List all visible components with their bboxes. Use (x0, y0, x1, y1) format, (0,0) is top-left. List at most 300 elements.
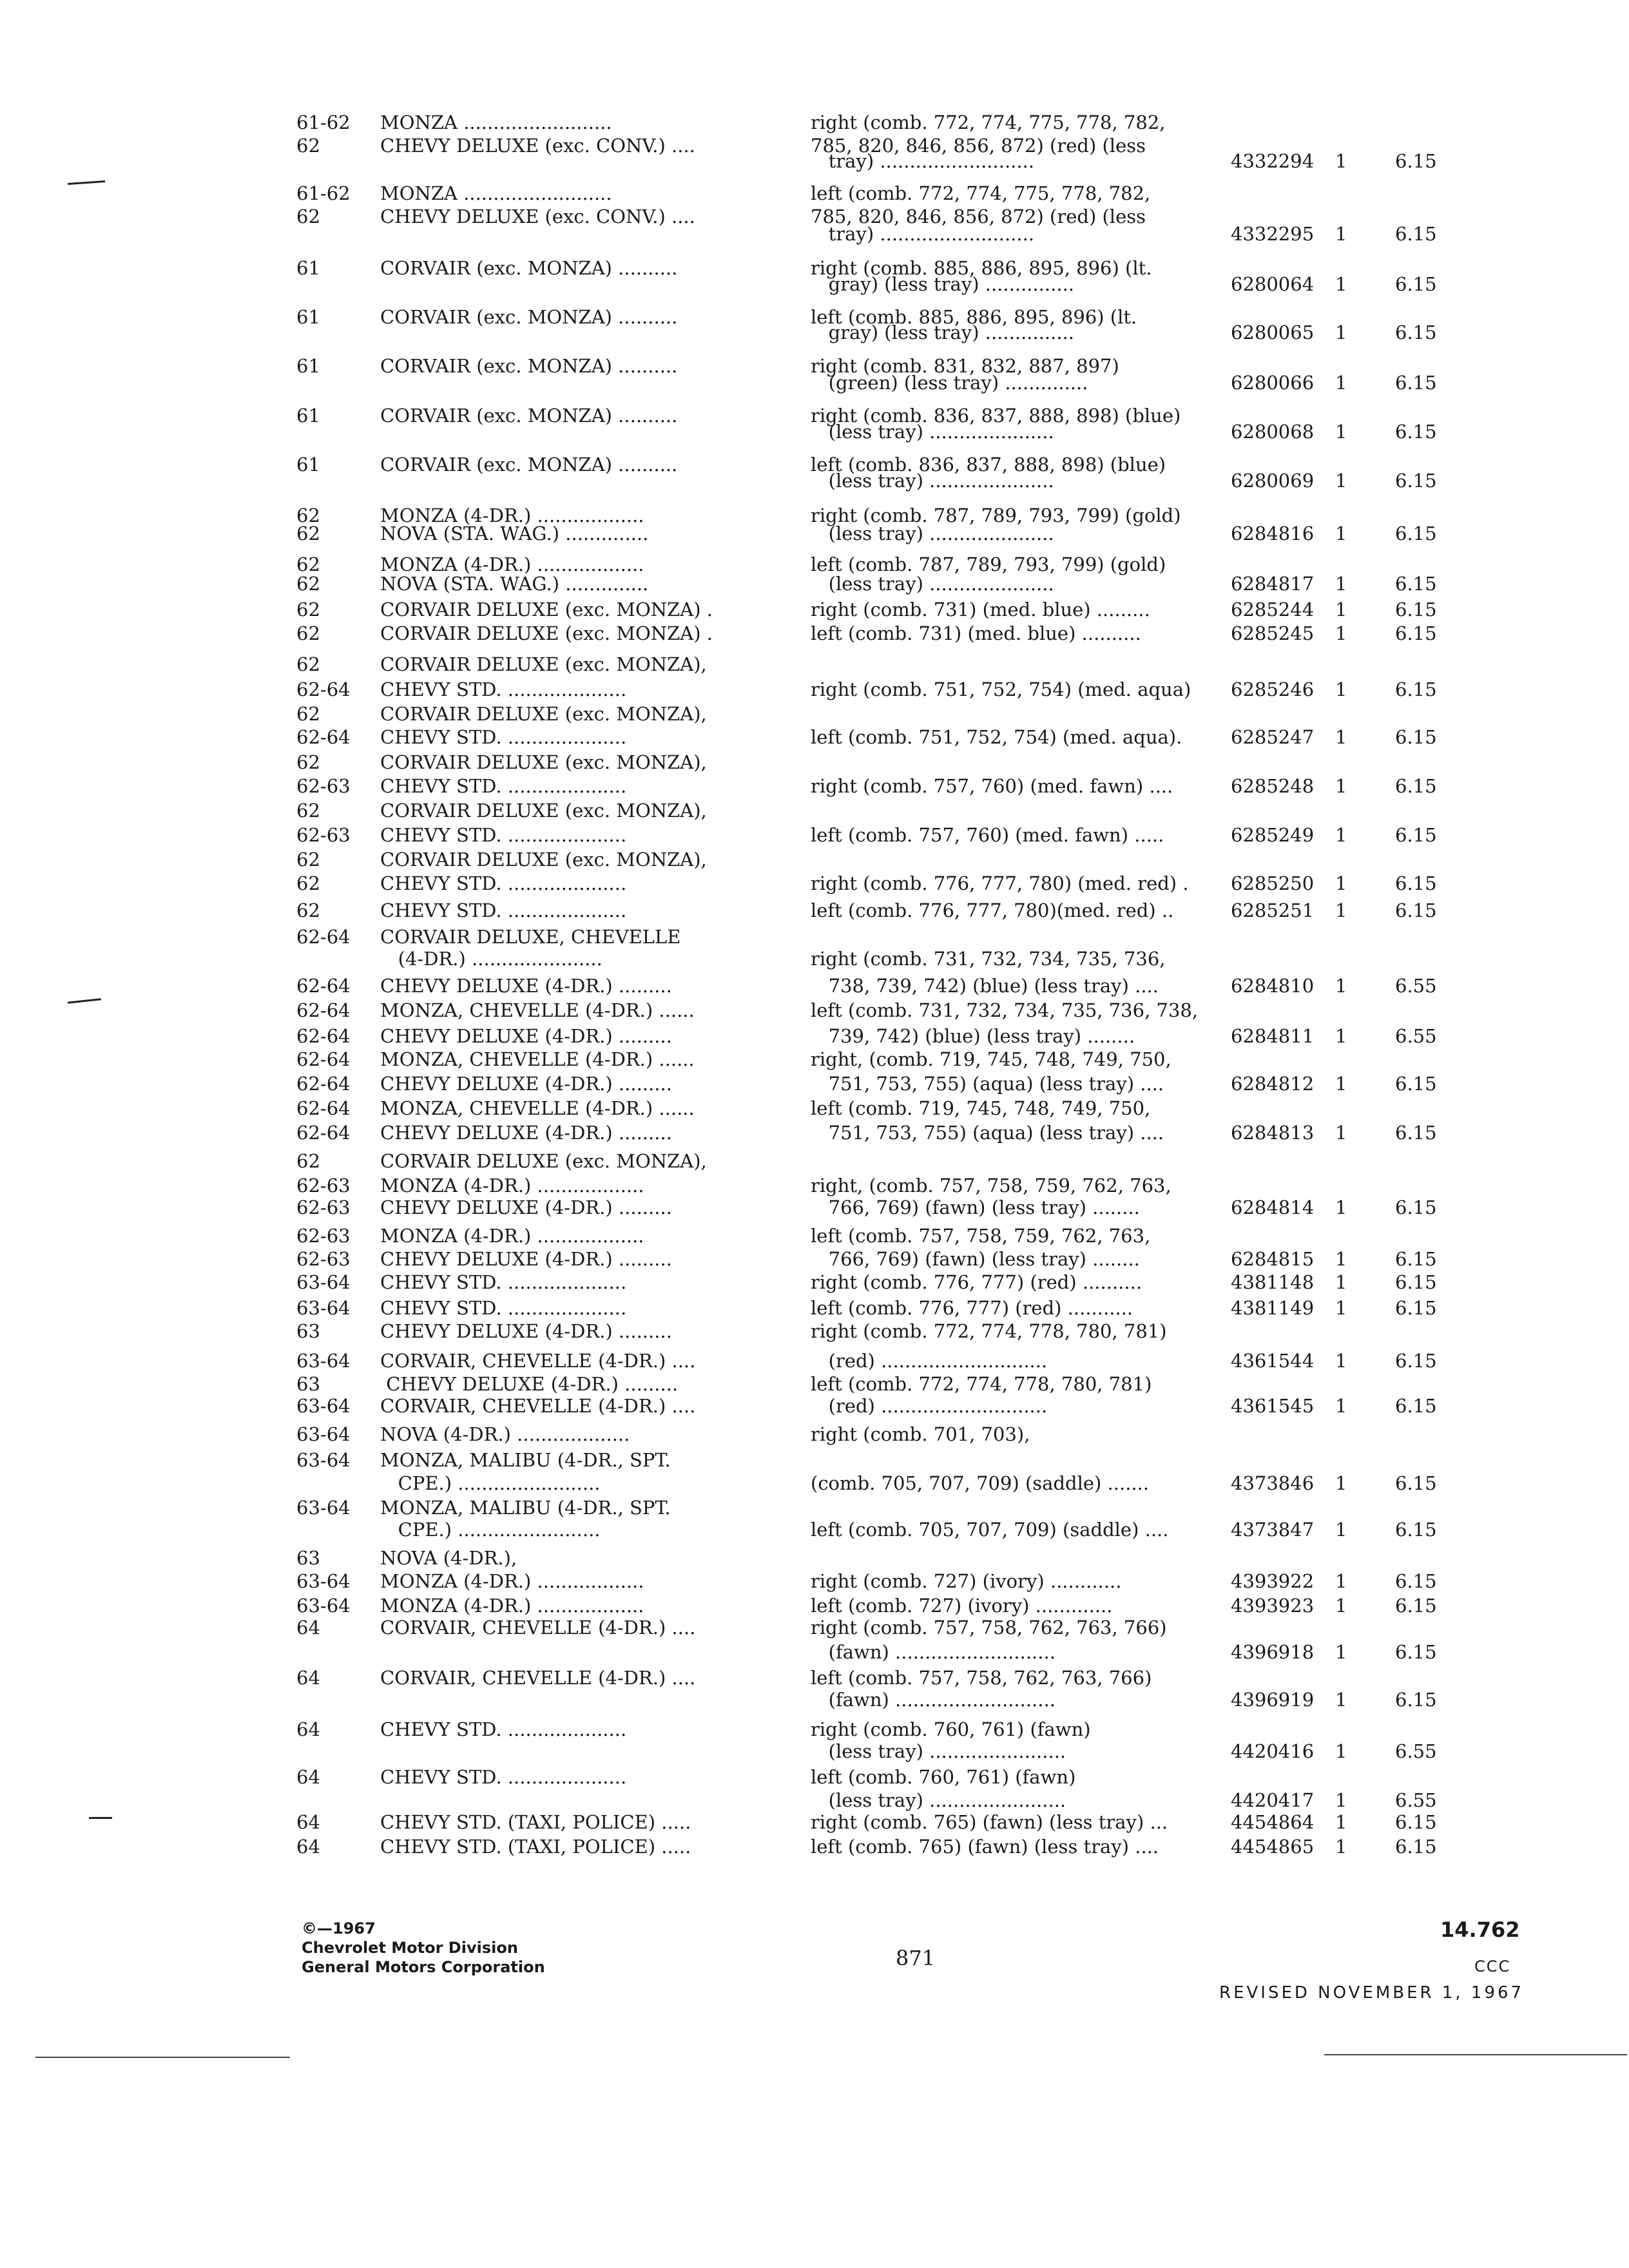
model-name: CHEVY DELUXE (4-DR.) ......... (380, 1122, 672, 1144)
model-name: MONZA, CHEVELLE (4-DR.) ...... (380, 999, 695, 1021)
model-name: CORVAIR DELUXE (exc. MONZA) . (380, 622, 713, 644)
part-description: (comb. 705, 707, 709) (saddle) ....... (811, 1472, 1150, 1494)
model-year: 61-62 (296, 111, 351, 133)
model-name: CHEVY STD. .................... (380, 872, 627, 894)
part-description: right (comb. 765) (fawn) (less tray) ... (811, 1811, 1168, 1833)
model-year: 62-63 (296, 1248, 351, 1270)
price: 6.55 (1395, 1025, 1437, 1047)
margin-mark (89, 1817, 112, 1819)
part-number: 4381148 (1231, 1271, 1315, 1293)
model-year: 63 (296, 1373, 320, 1395)
quantity: 1 (1335, 599, 1347, 620)
model-name: CHEVY DELUXE (4-DR.) ......... (380, 1073, 672, 1095)
model-name: MONZA ......................... (380, 182, 612, 204)
model-year: 62 (296, 599, 320, 620)
part-description: right (comb. 727) (ivory) ............ (811, 1570, 1122, 1592)
model-year: 62-63 (296, 775, 351, 797)
model-year: 63-64 (296, 1423, 351, 1445)
price: 6.15 (1395, 1519, 1437, 1541)
model-year: 62-64 (296, 975, 351, 997)
model-year: 64 (296, 1766, 320, 1788)
model-year: 61-62 (296, 182, 351, 204)
model-name: CORVAIR, CHEVELLE (4-DR.) .... (380, 1350, 696, 1372)
price: 6.15 (1395, 1595, 1437, 1617)
part-number: 4420416 (1231, 1740, 1315, 1762)
model-year: 64 (296, 1617, 320, 1639)
part-number: 6285249 (1231, 824, 1315, 846)
price: 6.15 (1395, 824, 1437, 846)
bottom-rule-right (1324, 2054, 1627, 2055)
part-number: 4396918 (1231, 1641, 1315, 1663)
part-number: 6285247 (1231, 726, 1315, 748)
quantity: 1 (1335, 622, 1347, 644)
part-description: right (comb. 760, 761) (fawn) (811, 1718, 1091, 1740)
model-year: 63-64 (296, 1595, 351, 1617)
quantity: 1 (1335, 1025, 1347, 1047)
part-description: (less tray) ....................... (811, 1789, 1066, 1811)
model-name: CHEVY DELUXE (exc. CONV.) .... (380, 206, 695, 227)
model-year: 62 (296, 703, 320, 725)
quantity: 1 (1335, 1689, 1347, 1711)
part-description: right (comb. 751, 752, 754) (med. aqua) (811, 678, 1191, 700)
quantity: 1 (1335, 470, 1347, 492)
model-year: 62 (296, 1150, 320, 1172)
part-number: 6285251 (1231, 899, 1315, 921)
quantity: 1 (1335, 573, 1347, 595)
model-name: CHEVY STD. .................... (380, 775, 627, 797)
part-description: right (comb. 885, 886, 895, 896) (lt. (811, 257, 1152, 279)
part-number: 4332294 (1231, 150, 1315, 172)
part-description: left (comb. 787, 789, 793, 799) (gold) (811, 553, 1166, 575)
model-name: CHEVY DELUXE (exc. CONV.) .... (380, 135, 695, 157)
part-description: 785, 820, 846, 856, 872) (red) (less (811, 135, 1146, 157)
part-description: (red) ............................ (811, 1395, 1048, 1417)
model-year: 62 (296, 553, 320, 575)
part-number: 4420417 (1231, 1789, 1315, 1811)
model-name: CORVAIR DELUXE (exc. MONZA), (380, 653, 707, 675)
price: 6.15 (1395, 678, 1437, 700)
part-number: 6285246 (1231, 678, 1315, 700)
model-name: CORVAIR DELUXE (exc. MONZA), (380, 800, 707, 822)
part-number: 4373846 (1231, 1472, 1315, 1494)
quantity: 1 (1335, 678, 1347, 700)
price: 6.15 (1395, 523, 1437, 544)
model-name: MONZA (4-DR.) .................. (380, 1570, 644, 1592)
model-year: 62-64 (296, 678, 351, 700)
model-year: 62-64 (296, 1122, 351, 1144)
part-description: tray) .......................... (811, 223, 1035, 245)
quantity: 1 (1335, 872, 1347, 894)
part-number: 6284817 (1231, 573, 1315, 595)
model-name: CHEVY DELUXE (4-DR.) ......... (380, 975, 672, 997)
price: 6.15 (1395, 223, 1437, 245)
model-name: CORVAIR, CHEVELLE (4-DR.) .... (380, 1617, 696, 1639)
price: 6.15 (1395, 1472, 1437, 1494)
model-name: CHEVY STD. .................... (380, 824, 627, 846)
model-year: 63-64 (296, 1395, 351, 1417)
model-name: MONZA (4-DR.) .................. (380, 505, 644, 526)
model-name: CORVAIR DELUXE, CHEVELLE (380, 926, 681, 948)
price: 6.15 (1395, 1350, 1437, 1372)
model-year: 61 (296, 355, 320, 377)
part-number: 6284812 (1231, 1073, 1315, 1095)
price: 6.15 (1395, 150, 1437, 172)
price: 6.15 (1395, 1297, 1437, 1319)
part-number: 6285248 (1231, 775, 1315, 797)
model-year: 62-64 (296, 1025, 351, 1047)
model-name: CHEVY DELUXE (4-DR.) ......... (380, 1320, 672, 1342)
quantity: 1 (1335, 1073, 1347, 1095)
price: 6.55 (1395, 1789, 1437, 1811)
price: 6.15 (1395, 1811, 1437, 1833)
part-description: left (comb. 772, 774, 778, 780, 781) (811, 1373, 1152, 1395)
model-name: (4-DR.) ...................... (380, 948, 602, 970)
revision-date: REVISED NOVEMBER 1, 1967 (1219, 1983, 1525, 2003)
part-number: 4393922 (1231, 1570, 1315, 1592)
model-year: 62-64 (296, 1048, 351, 1070)
model-name: CHEVY STD. .................... (380, 1271, 627, 1293)
model-year: 62 (296, 800, 320, 822)
model-name: CORVAIR DELUXE (exc. MONZA), (380, 751, 707, 773)
model-name: MONZA ......................... (380, 111, 612, 133)
part-description: right (comb. 831, 832, 887, 897) (811, 355, 1119, 377)
model-year: 63-64 (296, 1497, 351, 1519)
part-description: left (comb. 836, 837, 888, 898) (blue) (811, 454, 1166, 476)
copyright-block (302, 1919, 545, 1977)
price: 6.15 (1395, 470, 1437, 492)
quantity: 1 (1335, 1740, 1347, 1762)
quantity: 1 (1335, 1271, 1347, 1293)
price: 6.15 (1395, 1196, 1437, 1218)
model-name: CORVAIR DELUXE (exc. MONZA) . (380, 599, 713, 620)
part-description: right (comb. 757, 760) (med. fawn) .... (811, 775, 1173, 797)
model-year: 62 (296, 899, 320, 921)
price: 6.55 (1395, 1740, 1437, 1762)
part-description: 785, 820, 846, 856, 872) (red) (less (811, 206, 1146, 227)
model-name: CORVAIR (exc. MONZA) .......... (380, 454, 678, 476)
model-year: 61 (296, 306, 320, 328)
model-year: 61 (296, 405, 320, 427)
model-year: 62-64 (296, 1073, 351, 1095)
part-number: 6284811 (1231, 1025, 1315, 1047)
model-name: CORVAIR (exc. MONZA) .......... (380, 257, 678, 279)
model-name: NOVA (4-DR.), (380, 1547, 517, 1569)
quantity: 1 (1335, 1395, 1347, 1417)
model-name: MONZA (4-DR.) .................. (380, 1175, 644, 1196)
price: 6.15 (1395, 1689, 1437, 1711)
quantity: 1 (1335, 1595, 1347, 1617)
model-name: MONZA, CHEVELLE (4-DR.) ...... (380, 1097, 695, 1119)
copyright-line: ©—1967 (302, 1919, 376, 1937)
model-name: CHEVY STD. (TAXI, POLICE) ..... (380, 1811, 691, 1833)
part-description: (fawn) ........................... (811, 1641, 1055, 1663)
model-name: CORVAIR DELUXE (exc. MONZA), (380, 703, 707, 725)
part-number: 6284816 (1231, 523, 1315, 544)
model-name: CPE.) ........................ (380, 1472, 601, 1494)
price: 6.15 (1395, 726, 1437, 748)
model-year: 62-63 (296, 1196, 351, 1218)
part-description: left (comb. 776, 777, 780)(med. red) .. (811, 899, 1174, 921)
part-description: right (comb. 776, 777, 780) (med. red) . (811, 872, 1189, 894)
quantity: 1 (1335, 372, 1347, 394)
quantity: 1 (1335, 273, 1347, 295)
part-number: 4361545 (1231, 1395, 1315, 1417)
part-description: (less tray) ..................... (811, 421, 1054, 443)
part-description: 766, 769) (fawn) (less tray) ........ (811, 1248, 1140, 1270)
part-number: 4332295 (1231, 223, 1315, 245)
quantity: 1 (1335, 1519, 1347, 1541)
model-year: 62 (296, 573, 320, 595)
part-description: left (comb. 757, 760) (med. fawn) ..... (811, 824, 1164, 846)
part-number: 4454865 (1231, 1836, 1315, 1858)
part-description: left (comb. 719, 745, 748, 749, 750, (811, 1097, 1151, 1119)
part-number: 6284810 (1231, 975, 1315, 997)
price: 6.15 (1395, 1073, 1437, 1095)
model-year: 63-64 (296, 1297, 351, 1319)
model-name: CHEVY DELUXE (4-DR.) ......... (380, 1248, 672, 1270)
model-name: CHEVY STD. .................... (380, 1297, 627, 1319)
model-name: CORVAIR DELUXE (exc. MONZA), (380, 1150, 707, 1172)
price: 6.15 (1395, 322, 1437, 343)
part-description: right (comb. 731, 732, 734, 735, 736, (811, 948, 1166, 970)
part-number: 4373847 (1231, 1519, 1315, 1541)
quantity: 1 (1335, 1836, 1347, 1858)
part-description: right (comb. 787, 789, 793, 799) (gold) (811, 505, 1181, 526)
part-description: left (comb. 757, 758, 759, 762, 763, (811, 1225, 1151, 1247)
part-description: (less tray) ..................... (811, 573, 1054, 595)
price: 6.15 (1395, 1248, 1437, 1270)
model-year: 63 (296, 1320, 320, 1342)
section-number: 14.762 (1440, 1917, 1520, 1942)
model-year: 62 (296, 135, 320, 157)
part-description: (less tray) ....................... (811, 1740, 1066, 1762)
margin-mark (68, 998, 101, 1003)
model-year: 62 (296, 523, 320, 544)
price: 6.15 (1395, 273, 1437, 295)
part-description: left (comb. 765) (fawn) (less tray) .... (811, 1836, 1159, 1858)
model-year: 62 (296, 653, 320, 675)
part-description: left (comb. 757, 758, 762, 763, 766) (811, 1667, 1152, 1689)
part-description: gray) (less tray) ............... (811, 273, 1075, 295)
part-description: right, (comb. 719, 745, 748, 749, 750, (811, 1048, 1171, 1070)
part-description: left (comb. 731) (med. blue) .......... (811, 622, 1141, 644)
part-description: right (comb. 731) (med. blue) ......... (811, 599, 1150, 620)
part-description: right (comb. 772, 774, 778, 780, 781) (811, 1320, 1167, 1342)
price: 6.15 (1395, 899, 1437, 921)
model-year: 62-63 (296, 1175, 351, 1196)
part-number: 6285250 (1231, 872, 1315, 894)
division-line: Chevrolet Motor Division (302, 1939, 518, 1957)
part-number: 6285245 (1231, 622, 1315, 644)
model-year: 62 (296, 872, 320, 894)
model-year: 62 (296, 849, 320, 870)
part-description: right (comb. 772, 774, 775, 778, 782, (811, 111, 1166, 133)
model-name: CHEVY DELUXE (4-DR.) ......... (380, 1196, 672, 1218)
model-name: CORVAIR, CHEVELLE (4-DR.) .... (380, 1395, 696, 1417)
price: 6.15 (1395, 421, 1437, 443)
part-description: (fawn) ........................... (811, 1689, 1055, 1711)
model-name: MONZA (4-DR.) .................. (380, 1595, 644, 1617)
model-year: 64 (296, 1811, 320, 1833)
price: 6.15 (1395, 1395, 1437, 1417)
price: 6.15 (1395, 1836, 1437, 1858)
model-year: 61 (296, 454, 320, 476)
model-year: 62-64 (296, 726, 351, 748)
part-description: left (comb. 751, 752, 754) (med. aqua). (811, 726, 1182, 748)
model-name: CHEVY STD. .................... (380, 678, 627, 700)
part-description: right, (comb. 757, 758, 759, 762, 763, (811, 1175, 1171, 1196)
model-name: MONZA, MALIBU (4-DR., SPT. (380, 1449, 671, 1471)
quantity: 1 (1335, 223, 1347, 245)
margin-mark (68, 180, 105, 185)
model-year: 62 (296, 505, 320, 526)
part-number: 6280069 (1231, 470, 1315, 492)
quantity: 1 (1335, 975, 1347, 997)
part-number: 6284813 (1231, 1122, 1315, 1144)
part-description: right (comb. 776, 777) (red) .......... (811, 1271, 1142, 1293)
bottom-rule-left (35, 2057, 290, 2058)
model-name: NOVA (4-DR.) ................... (380, 1423, 630, 1445)
part-number: 6280065 (1231, 322, 1315, 343)
model-name: CHEVY STD. .................... (380, 1718, 627, 1740)
model-name: CORVAIR (exc. MONZA) .......... (380, 355, 678, 377)
part-description: tray) .......................... (811, 150, 1035, 172)
part-number: 4454864 (1231, 1811, 1315, 1833)
model-year: 62 (296, 622, 320, 644)
part-description: left (comb. 705, 707, 709) (saddle) .... (811, 1519, 1169, 1541)
model-name: NOVA (STA. WAG.) .............. (380, 523, 649, 544)
quantity: 1 (1335, 1789, 1347, 1811)
price: 6.55 (1395, 975, 1437, 997)
part-number: 4393923 (1231, 1595, 1315, 1617)
part-description: left (comb. 772, 774, 775, 778, 782, (811, 182, 1151, 204)
quantity: 1 (1335, 1248, 1347, 1270)
part-description: 751, 753, 755) (aqua) (less tray) .... (811, 1073, 1164, 1095)
model-year: 63-64 (296, 1449, 351, 1471)
model-name: MONZA (4-DR.) .................. (380, 553, 644, 575)
model-year: 64 (296, 1718, 320, 1740)
part-description: (less tray) ..................... (811, 523, 1054, 544)
page-number: 871 (896, 1946, 936, 1970)
part-description: 766, 769) (fawn) (less tray) ........ (811, 1196, 1140, 1218)
model-name: CORVAIR, CHEVELLE (4-DR.) .... (380, 1667, 696, 1689)
model-name: CHEVY STD. .................... (380, 1766, 627, 1788)
model-name: CHEVY STD. .................... (380, 726, 627, 748)
model-year: 64 (296, 1836, 320, 1858)
model-year: 62 (296, 206, 320, 227)
quantity: 1 (1335, 1472, 1347, 1494)
quantity: 1 (1335, 1122, 1347, 1144)
part-description: left (comb. 731, 732, 734, 735, 736, 738, (811, 999, 1199, 1021)
part-number: 6280068 (1231, 421, 1315, 443)
quantity: 1 (1335, 150, 1347, 172)
quantity: 1 (1335, 1570, 1347, 1592)
part-description: (green) (less tray) .............. (811, 372, 1088, 394)
price: 6.15 (1395, 1641, 1437, 1663)
model-name: CHEVY DELUXE (4-DR.) ......... (380, 1025, 672, 1047)
price: 6.15 (1395, 1122, 1437, 1144)
model-year: 63-64 (296, 1271, 351, 1293)
price: 6.15 (1395, 599, 1437, 620)
model-name: CORVAIR (exc. MONZA) .......... (380, 405, 678, 427)
model-year: 62 (296, 751, 320, 773)
quantity: 1 (1335, 1811, 1347, 1833)
part-description: right (comb. 701, 703), (811, 1423, 1030, 1445)
part-number: 6285244 (1231, 599, 1315, 620)
model-year: 63-64 (296, 1350, 351, 1372)
model-name: CPE.) ........................ (380, 1519, 601, 1541)
quantity: 1 (1335, 523, 1347, 544)
model-year: 61 (296, 257, 320, 279)
model-year: 63 (296, 1547, 320, 1569)
model-year: 62-64 (296, 1097, 351, 1119)
price: 6.15 (1395, 1570, 1437, 1592)
model-name: CHEVY STD. .................... (380, 899, 627, 921)
quantity: 1 (1335, 1196, 1347, 1218)
part-number: 6284815 (1231, 1248, 1315, 1270)
quantity: 1 (1335, 1641, 1347, 1663)
quantity: 1 (1335, 421, 1347, 443)
price: 6.15 (1395, 622, 1437, 644)
part-description: (less tray) ..................... (811, 470, 1054, 492)
part-number: 6280066 (1231, 372, 1315, 394)
price: 6.15 (1395, 1271, 1437, 1293)
quantity: 1 (1335, 899, 1347, 921)
quantity: 1 (1335, 1297, 1347, 1319)
part-description: gray) (less tray) ............... (811, 322, 1075, 343)
model-name: MONZA, CHEVELLE (4-DR.) ...... (380, 1048, 695, 1070)
part-description: 738, 739, 742) (blue) (less tray) .... (811, 975, 1159, 997)
quantity: 1 (1335, 775, 1347, 797)
model-year: 62-63 (296, 1225, 351, 1247)
model-year: 64 (296, 1667, 320, 1689)
model-name: CHEVY STD. (TAXI, POLICE) ..... (380, 1836, 691, 1858)
page-code: CCC (1474, 1957, 1511, 1975)
part-number: 4361544 (1231, 1350, 1315, 1372)
model-name: NOVA (STA. WAG.) .............. (380, 573, 649, 595)
model-year: 63-64 (296, 1570, 351, 1592)
model-name: MONZA (4-DR.) .................. (380, 1225, 644, 1247)
part-number: 4381149 (1231, 1297, 1315, 1319)
model-name: CORVAIR DELUXE (exc. MONZA), (380, 849, 707, 870)
quantity: 1 (1335, 322, 1347, 343)
model-year: 62-63 (296, 824, 351, 846)
model-year: 62-64 (296, 999, 351, 1021)
part-description: left (comb. 885, 886, 895, 896) (lt. (811, 306, 1137, 328)
price: 6.15 (1395, 573, 1437, 595)
part-description: left (comb. 727) (ivory) ............. (811, 1595, 1113, 1617)
quantity: 1 (1335, 1350, 1347, 1372)
price: 6.15 (1395, 872, 1437, 894)
part-description: right (comb. 836, 837, 888, 898) (blue) (811, 405, 1181, 427)
part-description: (red) ............................ (811, 1350, 1048, 1372)
part-number: 4396919 (1231, 1689, 1315, 1711)
corporation-line: General Motors Corporation (302, 1958, 545, 1976)
price: 6.15 (1395, 372, 1437, 394)
part-description: 739, 742) (blue) (less tray) ........ (811, 1025, 1135, 1047)
part-description: left (comb. 776, 777) (red) ........... (811, 1297, 1133, 1319)
part-description: left (comb. 760, 761) (fawn) (811, 1766, 1076, 1788)
part-description: 751, 753, 755) (aqua) (less tray) .... (811, 1122, 1164, 1144)
part-description: right (comb. 757, 758, 762, 763, 766) (811, 1617, 1167, 1639)
model-name: CHEVY DELUXE (4-DR.) ......... (380, 1373, 679, 1395)
part-number: 6284814 (1231, 1196, 1315, 1218)
price: 6.15 (1395, 775, 1437, 797)
model-name: CORVAIR (exc. MONZA) .......... (380, 306, 678, 328)
quantity: 1 (1335, 726, 1347, 748)
part-number: 6280064 (1231, 273, 1315, 295)
model-year: 62-64 (296, 926, 351, 948)
